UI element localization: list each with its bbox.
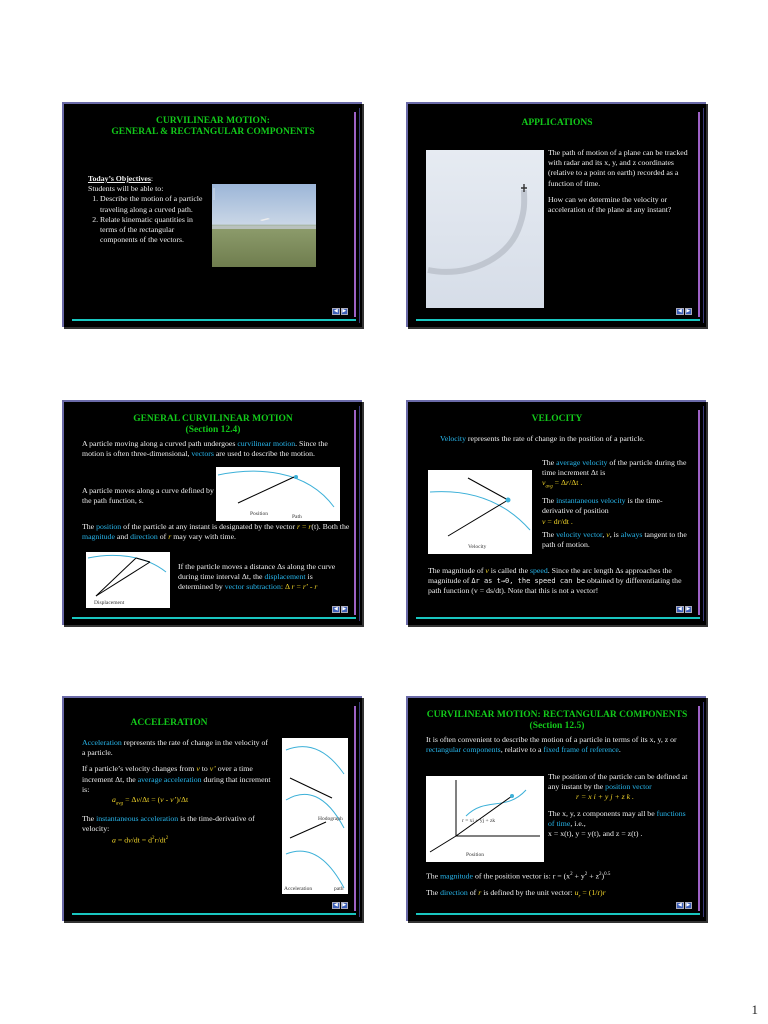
slide-border [359, 108, 360, 323]
prev-button[interactable]: ◀ [677, 607, 682, 612]
position-text: The position of the particle at any instant is designated by the vector r = r(t). Both the magnitude and direction of r may vary with time. [82, 522, 350, 542]
slide-title: ACCELERATION [130, 718, 208, 728]
slide-border [359, 702, 360, 917]
slide-border [703, 406, 704, 621]
velocity-intro: Velocity represents the rate of change in the position of a particle. [440, 434, 645, 443]
slide-4 [406, 400, 706, 625]
slide-nav[interactable] [676, 606, 692, 613]
slide-accent-bar [354, 410, 356, 615]
velocity-figure: Velocity [428, 470, 532, 554]
slide-title: CURVILINEAR MOTION: RECTANGULAR COMPONENTS (Section 12.5) [426, 710, 688, 731]
rectangular-figure: r = xi + yj + zk Position [426, 776, 544, 862]
next-button[interactable]: ▶ [342, 607, 347, 612]
position-vector-text: The position of the particle can be defined at any instant by the position vector r = x i + y j + z k . The x, y, z components may all be functions of time, i.e., x = x(t), y = y(t), and z = z(t) . [548, 772, 688, 839]
speed-text: The magnitude of v is called the speed. Since the arc length Δs approaches the magnitude of Δr as t→0, the speed can be obtained by differentiating the path function (v = ds/dt). Note that this is not a vector! [428, 566, 682, 596]
slide-title: APPLICATIONS [521, 118, 593, 128]
slide-title: VELOCITY [531, 414, 583, 424]
rectangular-intro: It is often convenient to describe the motion of a particle in terms of its x, y, z or rectangular components, relative to a fixed frame of reference. [426, 735, 677, 755]
next-button[interactable]: ▶ [342, 903, 347, 908]
slide-accent-bar [354, 112, 356, 317]
position-figure: Position Path [216, 467, 340, 521]
next-button[interactable]: ▶ [686, 607, 691, 612]
slide-5 [62, 696, 362, 921]
slide-accent-bar [698, 410, 700, 615]
slide-accent-bar [416, 617, 700, 619]
airplane-photo [212, 184, 316, 267]
displacement-figure: Displacement [86, 552, 170, 608]
slide-accent-bar [416, 319, 700, 321]
direction-text: The direction of r is defined by the unit vector: $u_r = (1/r)r$ [426, 888, 606, 900]
acceleration-figure: Hodograph Acceleration path [282, 738, 348, 894]
position-diagram-icon [216, 467, 340, 521]
displacement-text: If the particle moves a distance Δs along the curve during time interval Δt, the displacement is determined by vector subtraction: Δ r = r’ - r [178, 562, 336, 592]
slide-nav[interactable] [332, 308, 348, 315]
list-item: 1. Describe the motion of a particle traveling along a curved path. [100, 194, 208, 214]
prev-button[interactable]: ◀ [333, 309, 338, 314]
slide-nav[interactable] [332, 606, 348, 613]
slide-nav[interactable] [676, 902, 692, 909]
slide-accent-bar [698, 706, 700, 911]
prev-button[interactable]: ◀ [333, 607, 338, 612]
slide-title: GENERAL CURVILINEAR MOTION (Section 12.4) [133, 414, 293, 435]
slide-border [703, 702, 704, 917]
slide-accent-bar [416, 913, 700, 915]
next-button[interactable]: ▶ [686, 903, 691, 908]
plane-trail-photo [426, 150, 544, 308]
prev-button[interactable]: ◀ [333, 903, 338, 908]
page-number: 1 [751, 1002, 758, 1017]
velocity-diagram-icon [428, 470, 532, 554]
applications-text: The path of motion of a plane can be tracked with radar and its x, y, and z coordinates (relative to a point on earth) recorded as a function of time. How can we determine the velocity or acceleration of the plane at any instant? [548, 148, 688, 215]
prev-button[interactable]: ◀ [677, 903, 682, 908]
slide-accent-bar [72, 913, 356, 915]
airplane-icon [212, 184, 316, 267]
slide-accent-bar [72, 319, 356, 321]
slide-2 [406, 102, 706, 327]
slide-accent-bar [354, 706, 356, 911]
velocity-definitions: The average velocity of the particle during the time increment Δt is $v_{avg} = \Delta r/\Delta t$ . The instantaneous velocity is the time-derivative of position v = dr/dt . The velocity vector, v, is always tangent to the path of motion. [542, 458, 687, 549]
curvilinear-intro: A particle moving along a curved path undergoes curvilinear motion. Since the motion is often three-dimensional, vectors are used to describe the motion. [82, 439, 328, 459]
objectives-heading: Today’s Objectives [88, 174, 151, 183]
path-function-text: A particle moves along a curve defined by the path function, s. [82, 486, 214, 506]
slide-1 [62, 102, 362, 327]
smoke-trail-icon [426, 150, 544, 308]
slide-6 [406, 696, 706, 921]
next-button[interactable]: ▶ [686, 309, 691, 314]
acceleration-text: Acceleration represents the rate of change in the velocity of a particle. If a particle’s velocity changes from v to v’ over a time increment Δt, the average acceleration during that increment is: $a_{avg} = \Delta v/\Delta t = (v$ - v’)/Δt The instantaneous acceleration is the time-derivative of velocity: $a = dv/dt = d^2r/dt^2$ [82, 738, 271, 845]
next-button[interactable]: ▶ [342, 309, 347, 314]
slide-accent-bar [72, 617, 356, 619]
list-item: 2. Relate kinematic quantities in terms of the rectangular components of the vectors. [100, 215, 208, 246]
prev-button[interactable]: ◀ [677, 309, 682, 314]
slide-3 [62, 400, 362, 625]
slide-accent-bar [698, 112, 700, 317]
slide-nav[interactable] [332, 902, 348, 909]
objectives-text: Today’s Objectives: Students will be able to: 1. Describe the motion of a particle traveling along a curved path. 2. Relate kinematic quantities in terms of the rectangular components of the vectors. [88, 174, 208, 245]
slide-border [359, 406, 360, 621]
slide-title: CURVILINEAR MOTION: GENERAL & RECTANGULAR COMPONENTS [111, 116, 315, 137]
slide-nav[interactable] [676, 308, 692, 315]
slide-border [703, 108, 704, 323]
magnitude-text: The magnitude of the position vector is: $r = (x^2 + y^2 + z^2)^{0.5}$ [426, 871, 611, 881]
